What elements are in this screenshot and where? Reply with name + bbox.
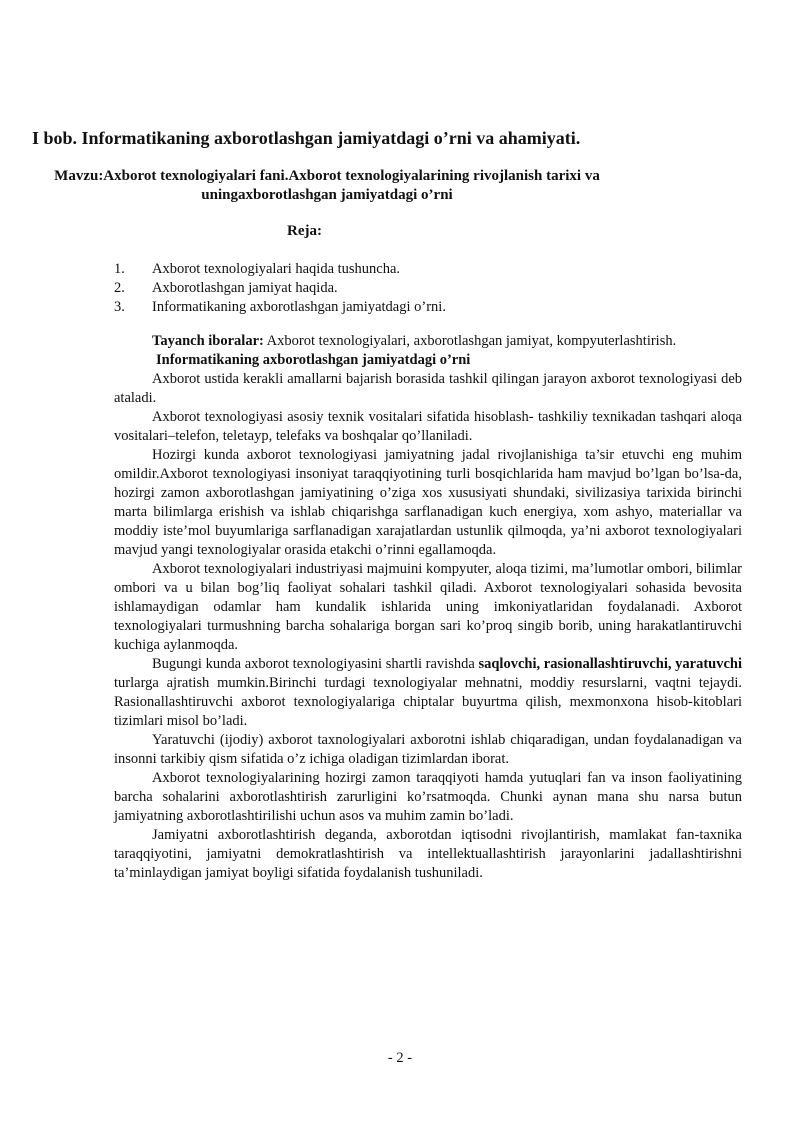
paragraph: [114, 655, 742, 731]
paragraph: Axborot texnologiyasi asosiy texnik vositalari sifatida hisoblash- tashkiliy texnikadan tashqari aloqa vositalari–telefon, teletayp, telefaks va boshqalar qo’llaniladi.: [114, 409, 742, 444]
plan-item: [114, 260, 742, 279]
plan-item-number: 2.: [114, 280, 125, 296]
paragraph: Axborot ustida kerakli amallarni bajarish borasida tashkil qilingan jarayon axborot texnologiyasi deb ataladi.: [114, 371, 742, 406]
plan-item: [114, 279, 742, 298]
paragraph: Axborot texnologiyalari industriyasi majmuini kompyuter, aloqa tizimi, ma’lumotlar ombori, bilimlar ombori va u bilan bog’liq faoliyat sohalari tashkil qiladi. Axborot texnologiyalari sohasida bevosita ishlamaydigan odamlar ham kundalik ishlarida uning imkoniyatlaridan foydalanadi. Axborot texnologiyalari turmushning barcha sohalariga borgan sari ko’proq singib borib, uning harakatlantiruvchi kuchiga aylanmoqda.: [114, 561, 742, 653]
plan-item-text: Axborot texnologiyalari haqida tushuncha.: [152, 261, 401, 277]
page-number: - 2 -: [387, 1050, 413, 1066]
plan-item: [114, 298, 742, 317]
key-terms-paragraph: [114, 332, 742, 351]
plan-item-text: Informatikaning axborotlashgan jamiyatdagi o’rni.: [152, 299, 446, 315]
key-terms-label: Tayanch iboralar:: [152, 333, 264, 349]
section-heading: Informatikaning axborotlashgan jamiyatdagi o’rni: [156, 352, 471, 368]
paragraph: Axborot texnologiyalarining hozirgi zamon taraqqiyoti hamda yutuqlari fan va inson faoliyatining barcha sohalarini axborotlashtirish zarurligini ko’rsatmoqda. Chunki aynan mana shu narsa butun jamiyatning axborotlashtirilishi uchun asos va muhim zamin bo’ladi.: [114, 770, 742, 824]
paragraph: Hozirgi kunda axborot texnologiyasi jamiyatning jadal rivojlanishiga ta’sir etuvchi eng muhim omildir.Axborot texnologiyasi insoniyat taraqqiyotining turli bosqichlarida ham mavjud bo’lgan bo’lsa-da, hozirgi zamon axborotlashgan jamiyatining o’ziga xos xususiyati shundaki, sivilizasiya tarixida birinchi marta bilimlarga erishish va ishlab chiqarishga sarflanadigan kuch energiya, xom ashyo, materiallar va moddiy iste’mol buyumlariga sarflanadigan xarajatlardan ustunlik qilmoqda, ya’ni axborot texnologiyalari mavjud yangi texnologiyalar orasida etakchi o’rinni egallamoqda.: [114, 447, 742, 558]
emphasized-text: saqlovchi, rasionallashtiruvchi, yaratuvchi: [478, 656, 742, 672]
plan-heading: Reja:: [287, 223, 322, 239]
plan-item-number: 3.: [114, 299, 125, 315]
paragraph-text: Bugungi kunda axborot texnologiyasini shartli ravishda: [152, 656, 479, 672]
chapter-title: I bob. Informatikaning axborotlashgan jamiyatdagi o’rni va ahamiyati.: [32, 128, 581, 148]
plan-item-text: Axborotlashgan jamiyat haqida.: [152, 280, 338, 296]
paragraph-text: turlarga ajratish mumkin.Birinchi turdagi texnologiyalar mehnatni, moddiy resurslarni, vaqtni tejaydi. Rasionallashtiruvchi axborot texnologiyalariga chiptalar buyurtma qilish, mexmonxona hisob-kitoblari tizimlari misol bo’ladi.: [114, 675, 742, 729]
topic-heading: Mavzu:Axborot texnologiyalari fani.Axborot texnologiyalarining rivojlanish tarixi va uningaxborotlashgan jamiyatdagi o’rni: [54, 168, 600, 203]
paragraph: Jamiyatni axborotlashtirish deganda, axborotdan iqtisodni rivojlantirish, mamlakat fan-taxnika taraqqiyotini, jamiyatni demokratlashtirish va intellektuallashtirish jarayonlarini jadallashtirishni ta’minlaydigan jamiyat boyligi sifatida foydalanish tushuniladi.: [114, 827, 742, 881]
plan-item-number: 1.: [114, 261, 125, 277]
plan-list: [114, 260, 742, 317]
body-text: [114, 332, 742, 883]
paragraph: Yaratuvchi (ijodiy) axborot taxnologiyalari axborotni ishlab chiqaradigan, undan foydalanadigan va insonni tarkibiy qism sifatida o’z ichiga oladigan tizimlardan iborat.: [114, 732, 742, 767]
key-terms-text: Axborot texnologiyalari, axborotlashgan jamiyat, kompyuterlashtirish.: [263, 333, 677, 349]
